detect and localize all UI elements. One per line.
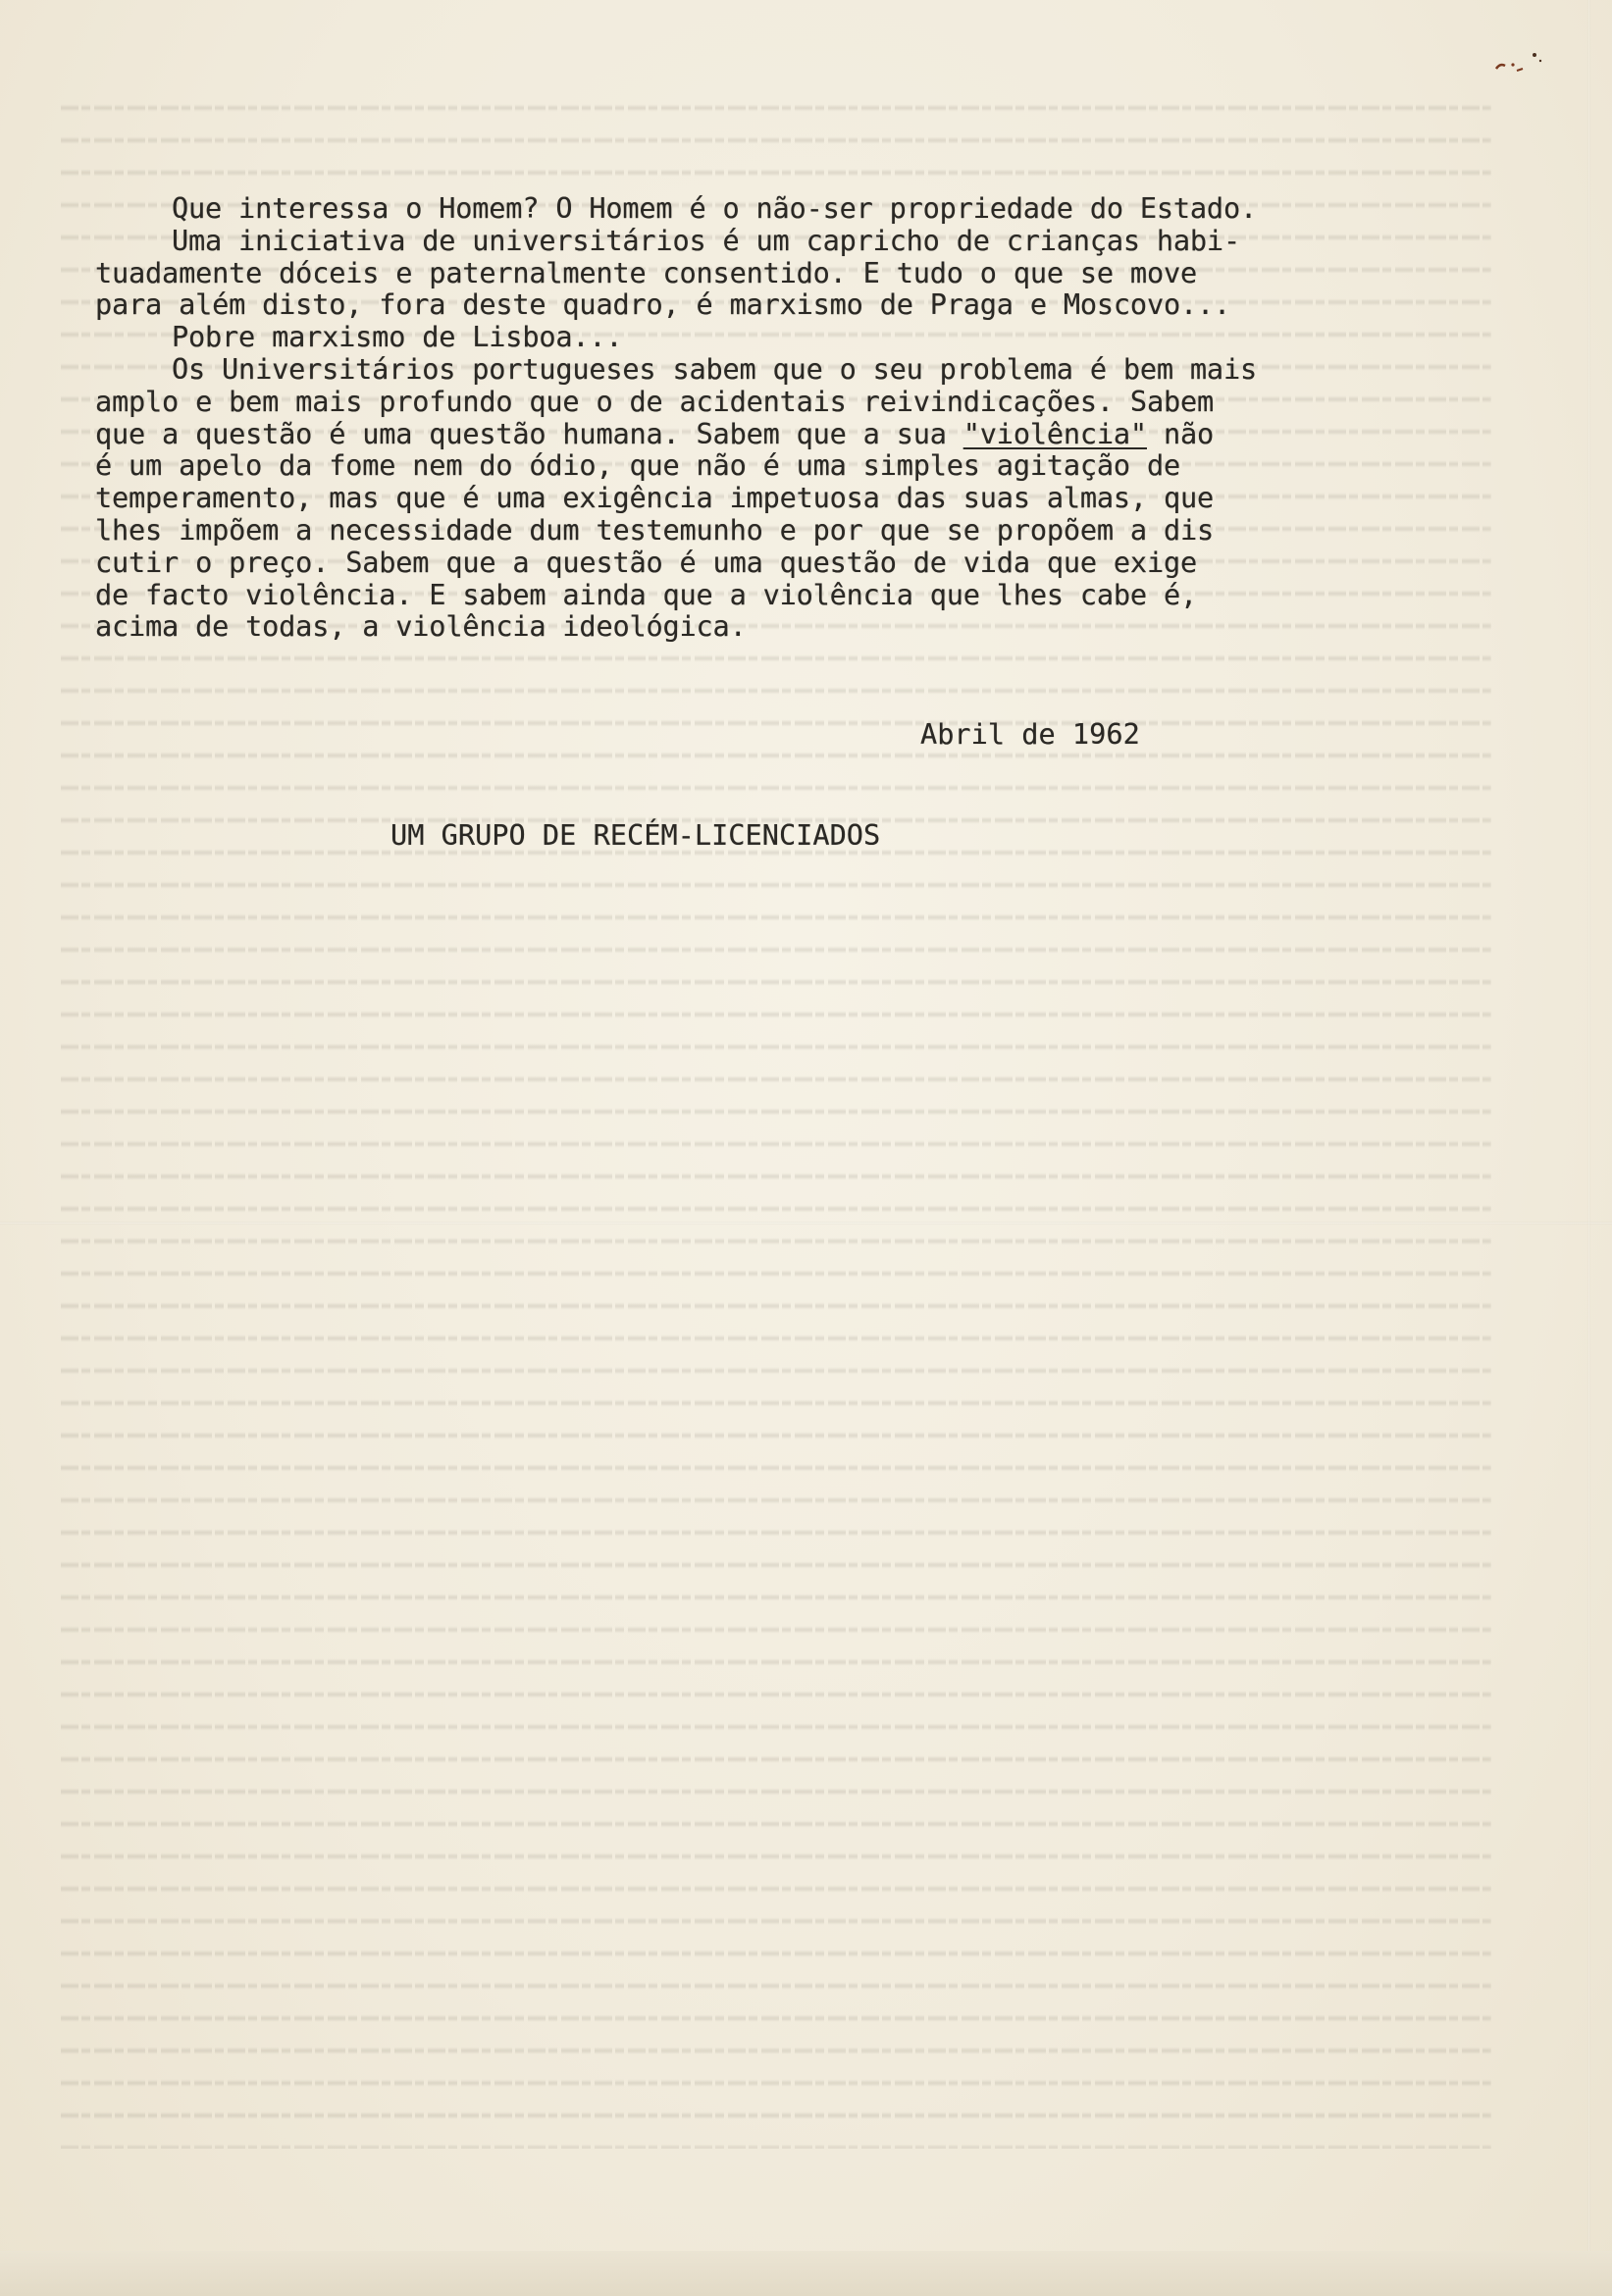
text-line: para além disto, fora deste quadro, é marxismo de Praga e Moscovo...: [95, 287, 1231, 322]
text-line: Os Universitários portugueses sabem que o seu problema é bem mais: [172, 351, 1257, 386]
underlined-word: "violência": [962, 416, 1147, 450]
text-line: temperamento, mas que é uma exigência impetuosa das suas almas, que: [95, 481, 1214, 515]
text-line: [95, 418, 1469, 450]
text-line: é um apelo da fome nem do ódio, que não é uma simples agitação de: [95, 448, 1180, 483]
signature-line: UM GRUPO DE RECÉM-LICENCIADOS: [390, 818, 881, 852]
text-line: de facto violência. E sabem ainda que a violência que lhes cabe é,: [95, 577, 1197, 611]
text-line: tuadamente dóceis e paternalmente consentido. E tudo o que se move: [95, 255, 1197, 289]
body-text: [95, 192, 1469, 643]
text-fragment: que a questão é uma questão humana. Sabem que a sua: [95, 416, 963, 450]
paper-fold: [1587, 0, 1590, 2296]
text-line: Uma iniciativa de universitários é um capricho de crianças habi-: [172, 223, 1240, 257]
text-line: cutir o preço. Sabem que a questão é uma questão de vida que exige: [95, 545, 1197, 579]
ink-speck: [1491, 47, 1550, 77]
text-line: Pobre marxismo de Lisboa...: [172, 320, 623, 354]
text-line: Que interessa o Homem? O Homem é o não-ser propriedade do Estado.: [172, 191, 1257, 225]
text-line: lhes impõem a necessidade dum testemunho e por que se propõem a dis: [95, 512, 1214, 547]
paper-bottom-edge: [0, 2251, 1612, 2296]
text-line: amplo e bem mais profundo que o de acidentais reivindicações. Sabem: [95, 384, 1214, 418]
text-line: acima de todas, a violência ideológica.: [95, 609, 747, 644]
date-line: Abril de 1962: [920, 717, 1140, 751]
paper-fold: [0, 1222, 1612, 1225]
text-fragment: não: [1146, 416, 1215, 450]
